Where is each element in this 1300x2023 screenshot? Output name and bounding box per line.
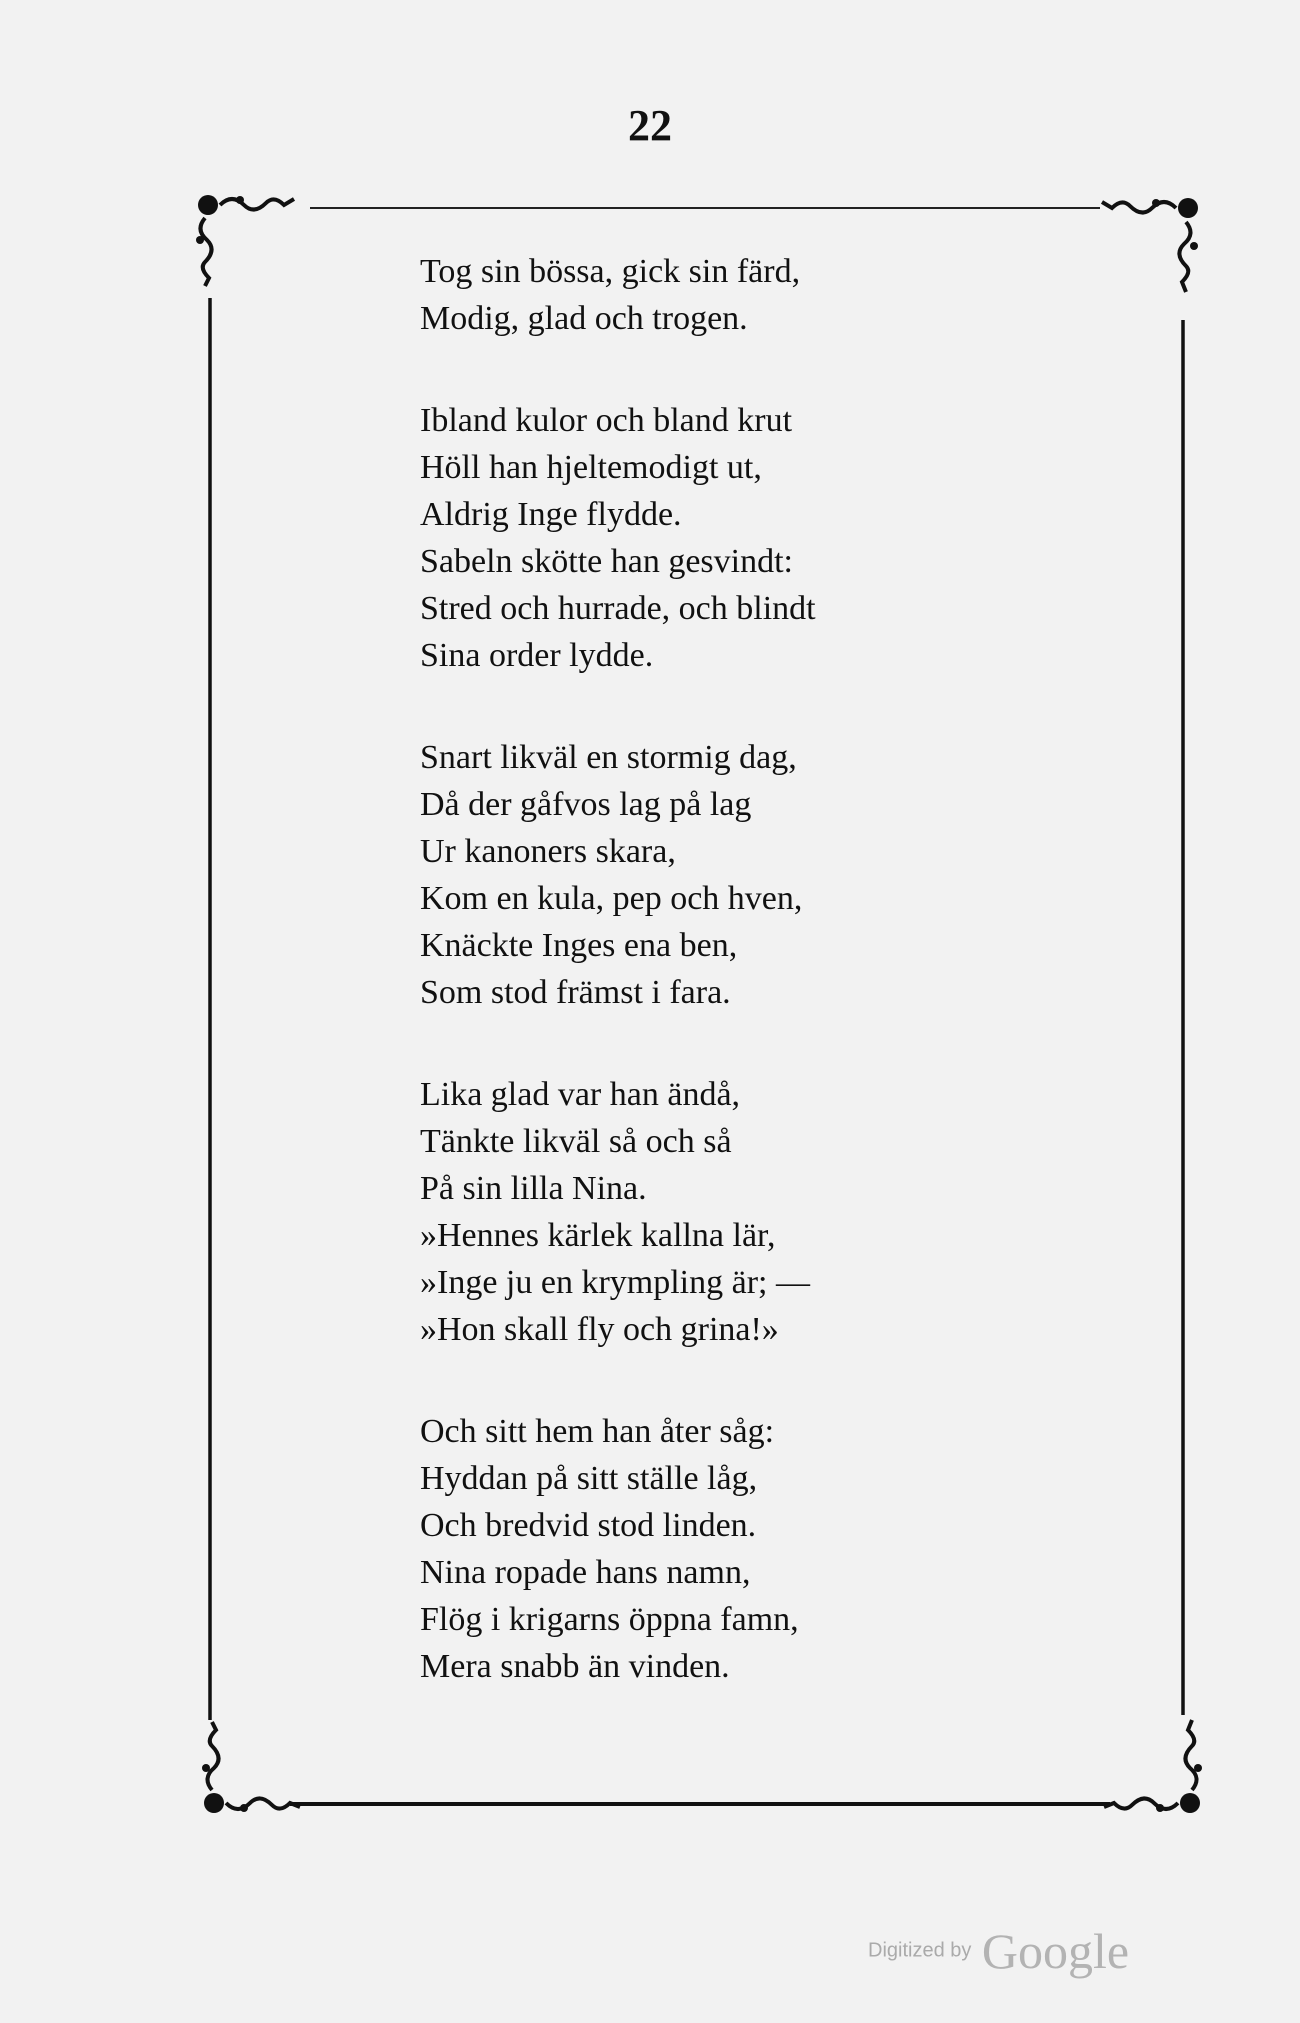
corner-ornament-top-left (196, 195, 294, 286)
poem-line: Ur kanoners skara, (420, 833, 676, 870)
poem-line: Och bredvid stod linden. (420, 1507, 757, 1544)
poem-line: Som stod främst i fara. (420, 974, 731, 1011)
poem-line: Aldrig Inge flydde. (420, 496, 682, 533)
poem-line: Kom en kula, pep och hven, (420, 880, 803, 917)
corner-ornament-bottom-right (1104, 1720, 1202, 1813)
poem-line: Knäckte Inges ena ben, (420, 927, 738, 964)
poem-line: Modig, glad och trogen. (420, 300, 748, 337)
poem-line: Flög i krigarns öppna famn, (420, 1601, 799, 1638)
poem-line: Ibland kulor och bland krut (420, 402, 793, 439)
stanza-1 (420, 248, 940, 342)
poem-line: Höll han hjeltemodigt ut, (420, 449, 762, 486)
poem-line: Sabeln skötte han gesvindt: (420, 543, 794, 580)
poem-line: »Hon skall fly och grina!» (420, 1311, 779, 1348)
corner-ornament-bottom-left (202, 1722, 300, 1813)
poem-line: Sina order lydde. (420, 637, 654, 674)
poem-line: Tänkte likväl så och så (420, 1123, 732, 1160)
poem-line: Lika glad var han ändå, (420, 1076, 741, 1113)
watermark-prefix: Digitized by (868, 1939, 972, 1962)
poem-line: Mera snabb än vinden. (420, 1648, 730, 1685)
stanza-3 (420, 734, 940, 1016)
stanza-4 (420, 1071, 940, 1353)
poem-line: På sin lilla Nina. (420, 1170, 647, 1207)
corner-ornament-top-right (1102, 198, 1198, 292)
page-number: 22 (628, 101, 672, 150)
poem-line: Och sitt hem han åter såg: (420, 1413, 775, 1450)
poem-line: Hyddan på sitt ställe låg, (420, 1460, 758, 1497)
stanza-2 (420, 397, 940, 679)
poem-line: Snart likväl en stormig dag, (420, 739, 797, 776)
stanza-5 (420, 1408, 940, 1690)
poem (420, 248, 940, 1745)
poem-line: Då der gåfvos lag på lag (420, 786, 752, 823)
poem-line: »Hennes kärlek kallna lär, (420, 1217, 776, 1254)
google-logo: Google (981, 1923, 1130, 1979)
poem-line: Nina ropade hans namn, (420, 1554, 751, 1591)
digitized-watermark (868, 1922, 1129, 1980)
poem-line: Stred och hurrade, och blindt (420, 590, 816, 627)
poem-line: »Inge ju en krympling är; — (420, 1264, 810, 1301)
poem-line: Tog sin bössa, gick sin färd, (420, 253, 801, 290)
